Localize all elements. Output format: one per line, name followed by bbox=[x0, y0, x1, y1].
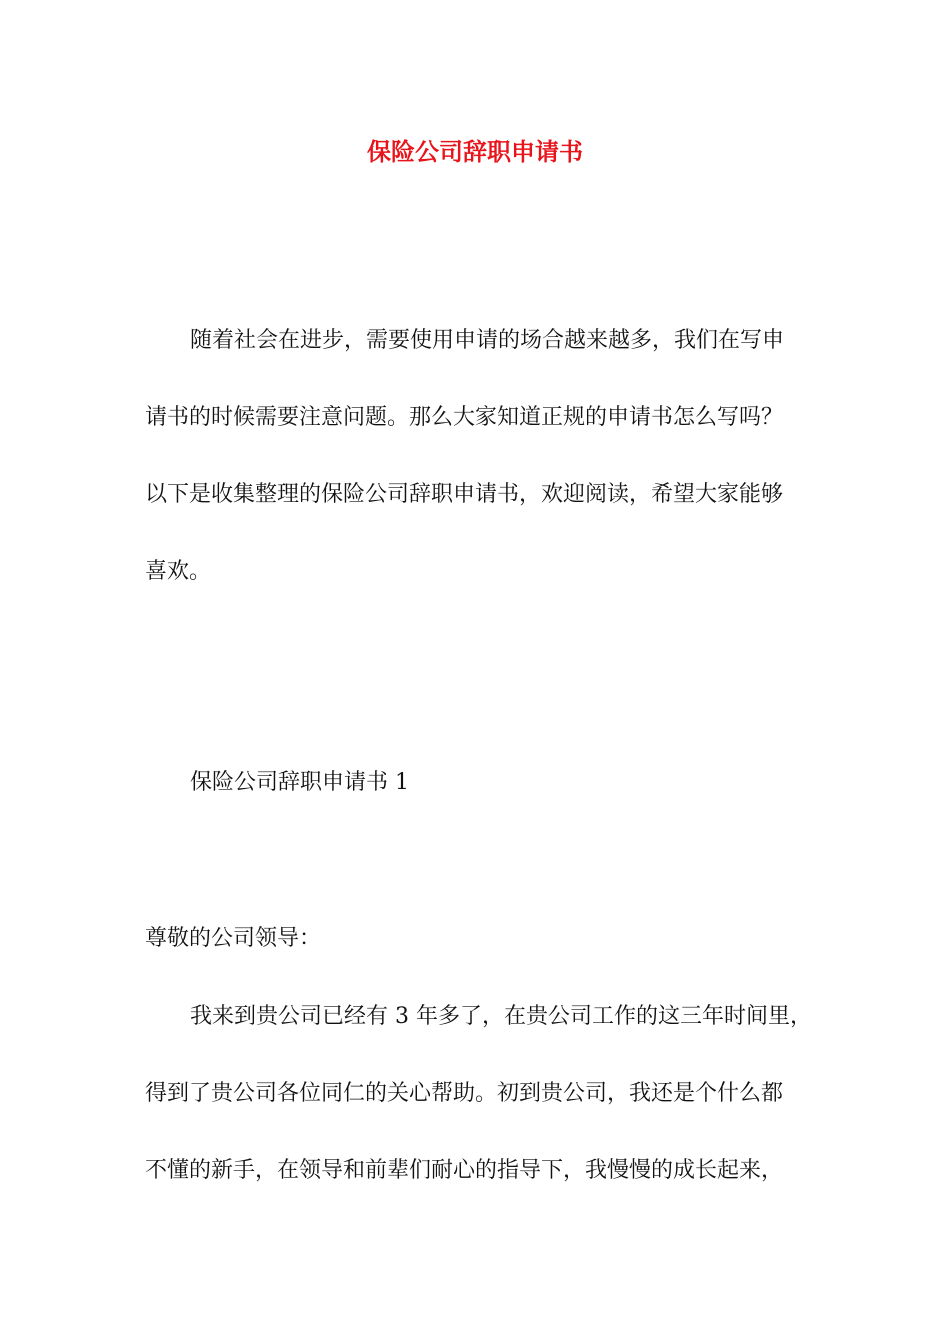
salutation bbox=[145, 900, 815, 977]
intro-line: 随着社会在进步，需要使用申请的场合越来越多，我们在写申 bbox=[190, 328, 785, 353]
body-line: 我来到贵公司已经有 3 年多了，在贵公司工作的这三年时间里， bbox=[190, 1004, 812, 1029]
intro-line: 以下是收集整理的保险公司辞职申请书，欢迎阅读，希望大家能够 bbox=[145, 482, 784, 507]
body-paragraph bbox=[145, 978, 815, 1209]
body-line: 得到了贵公司各位同仁的关心帮助。初到贵公司，我还是个什么都 bbox=[145, 1081, 784, 1106]
salutation-text: 尊敬的公司领导： bbox=[145, 926, 322, 951]
section-heading bbox=[145, 744, 815, 821]
body-line: 不懂的新手，在领导和前辈们耐心的指导下，我慢慢的成长起来， bbox=[145, 1158, 784, 1183]
intro-line: 请书的时候需要注意问题。那么大家知道正规的申请书怎么写吗？ bbox=[145, 405, 784, 430]
section-heading-text: 保险公司辞职申请书 1 bbox=[190, 770, 409, 795]
intro-paragraph bbox=[145, 302, 815, 610]
intro-line: 喜欢。 bbox=[145, 559, 212, 584]
document-title: 保险公司辞职申请书 bbox=[367, 137, 583, 166]
